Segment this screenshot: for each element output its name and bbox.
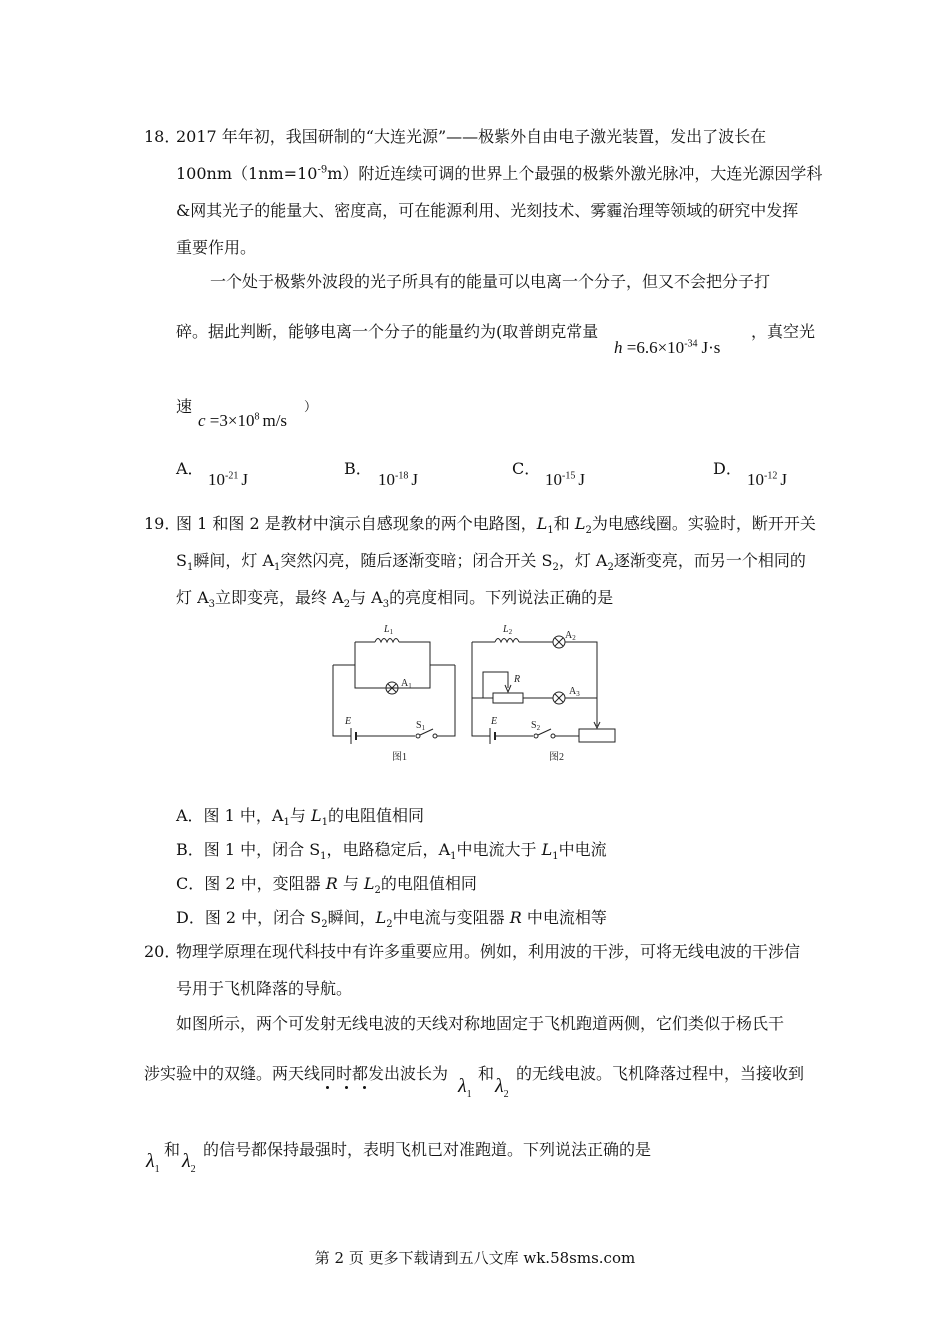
lamp-a3-icon bbox=[553, 692, 565, 704]
circuit-diagram-1 bbox=[333, 639, 455, 745]
q18-para2-line2-end: ，真空光 bbox=[751, 322, 816, 341]
q18-option-d[interactable]: D． $10^{-12}$ J bbox=[713, 459, 787, 489]
circuit-diagram-2 bbox=[472, 636, 615, 744]
svg-text:L2: $L_2$ bbox=[503, 624, 513, 636]
q20-and-2: 和 bbox=[164, 1140, 181, 1159]
q18-para2-line1: 一个处于极紫外波段的光子所具有的能量可以电离一个分子，但又不会把分子打 bbox=[210, 272, 771, 291]
speed-of-light: $c =3\times 10^8$ m/s bbox=[198, 411, 288, 430]
q20-line2: 号用于飞机降落的导航。 bbox=[176, 979, 353, 998]
circuit-figure bbox=[325, 618, 625, 768]
inductor-l1-icon bbox=[375, 639, 399, 643]
q20-line5: 的信号都保持最强时，表明飞机已对准跑道。下列说法正确的是 bbox=[203, 1140, 652, 1159]
emphasis-dot bbox=[345, 1086, 348, 1089]
lamp-a2-icon bbox=[553, 636, 565, 648]
emphasis-dotted-text: 同时都 bbox=[320, 1064, 369, 1083]
q19-line3: 灯 $A_3$立即变亮，最终 $A_2$与 $A_3$的亮度相同。下列说法正确的是 bbox=[176, 588, 614, 611]
q20-line1: 物理学原理在现代科技中有许多重要应用。例如，利用波的干涉，可将无线电波的干涉信 bbox=[176, 942, 801, 961]
q18-option-c[interactable]: C． $10^{-15}$ J bbox=[512, 459, 585, 489]
q19-option-c[interactable]: C．图 2 中，变阻器 R 与 $L_2$的电阻值相同 bbox=[176, 874, 477, 897]
q19-option-d[interactable]: D．图 2 中，闭合 $S_2$瞬间，$L_2$中电流与变阻器 R 中电流相等 bbox=[176, 908, 607, 931]
page-footer: 第 2 页 更多下载请到五八文库 wk.58sms.com bbox=[314, 1249, 636, 1267]
svg-text:L1: $L_1$ bbox=[384, 624, 394, 636]
inductor-l2-icon bbox=[495, 639, 519, 643]
q20-line3: 如图所示，两个可发射无线电波的天线对称地固定于飞机跑道两侧，它们类似于杨氏干 bbox=[176, 1014, 785, 1033]
svg-text:R: R bbox=[514, 674, 521, 685]
q18-line2: $100nm(1nm=10^{-9}m)$附近连续可调的世界上个最强的极紫外激光脉冲，大连光源因学科 bbox=[176, 164, 823, 183]
emphasis-dot bbox=[326, 1086, 329, 1089]
svg-text:E: E bbox=[491, 716, 498, 727]
lambda1-symbol: $\lambda_1$ bbox=[458, 1075, 472, 1100]
q18-speed-char: 速 bbox=[176, 397, 193, 416]
q20-number: 20． bbox=[144, 942, 181, 961]
svg-text:图2: 图2 bbox=[549, 752, 564, 763]
q18-option-b[interactable]: B． $10^{-18}$ J bbox=[344, 459, 418, 489]
lambda1-symbol: $\lambda_1$ bbox=[146, 1150, 160, 1175]
q19-option-b[interactable]: B．图 1 中，闭合 $S_1$，电路稳定后，$A_1$中电流大于 $L_1$中电流 bbox=[176, 840, 607, 863]
lambda2-symbol: $\lambda_2$ bbox=[182, 1150, 196, 1175]
svg-text:S1: $S_1$ bbox=[416, 720, 426, 732]
svg-text:E: E bbox=[345, 716, 352, 727]
option-label: D． bbox=[713, 459, 742, 478]
emphasis-dot bbox=[363, 1086, 366, 1089]
q18-line3: &网其光子的能量大、密度高，可在能源利用、光刻技术、雾霾治理等领域的研究中发挥 bbox=[176, 201, 799, 220]
q20-line4-a: 涉实验中的双缝。两天线同时都发出波长为 bbox=[144, 1064, 449, 1083]
rheostat-r bbox=[493, 693, 523, 703]
q18-line1: 2017 年年初，我国研制的“大连光源”——极紫外自由电子激光装置，发出了波长在 bbox=[176, 127, 767, 146]
q19-line1: 图 1 和图 2 是教材中演示自感现象的两个电路图，$L_1$和 $L_2$为电感线圈。实验时，断开开关 bbox=[176, 514, 816, 537]
q19-option-a[interactable]: A．图 1 中，$A_1$与 $L_1$的电阻值相同 bbox=[176, 806, 424, 829]
q18-option-a[interactable]: A． $10^{-21}$ J bbox=[176, 459, 248, 489]
svg-text:A1: $A_1$ bbox=[401, 678, 412, 690]
option-label: C． bbox=[512, 459, 541, 478]
option-label: B． bbox=[344, 459, 372, 478]
q18-line4: 重要作用。 bbox=[176, 238, 257, 257]
option-label: A． bbox=[176, 459, 204, 478]
svg-text:图1: 图1 bbox=[392, 752, 407, 763]
q20-line4-c: 的无线电波。飞机降落过程中，当接收到 bbox=[516, 1064, 805, 1083]
svg-text:S2: $S_2$ bbox=[531, 720, 541, 732]
svg-text:A3: $A_3$ bbox=[569, 686, 580, 698]
q18-para2-line2: 碎。据此判断，能够电离一个分子的能量约为(取普朗克常量 bbox=[176, 322, 599, 341]
resistor-box bbox=[579, 729, 615, 742]
svg-text:A2: $A_2$ bbox=[565, 630, 576, 642]
q19-line2: $S_1$瞬间，灯 $A_1$突然闪亮，随后逐渐变暗；闭合开关 $S_2$，灯 $A_2$逐渐变亮，而另一个相同的 bbox=[176, 551, 806, 574]
q18-number: 18． bbox=[144, 127, 181, 146]
planck-constant: $h =6.6\times 10^{-34}$ J·s bbox=[614, 338, 721, 357]
lambda2-symbol: $\lambda_2$ bbox=[495, 1075, 509, 1100]
q20-and-1: 和 bbox=[478, 1064, 495, 1083]
q18-close-paren: ） bbox=[304, 400, 318, 415]
q19-number: 19． bbox=[144, 514, 181, 533]
